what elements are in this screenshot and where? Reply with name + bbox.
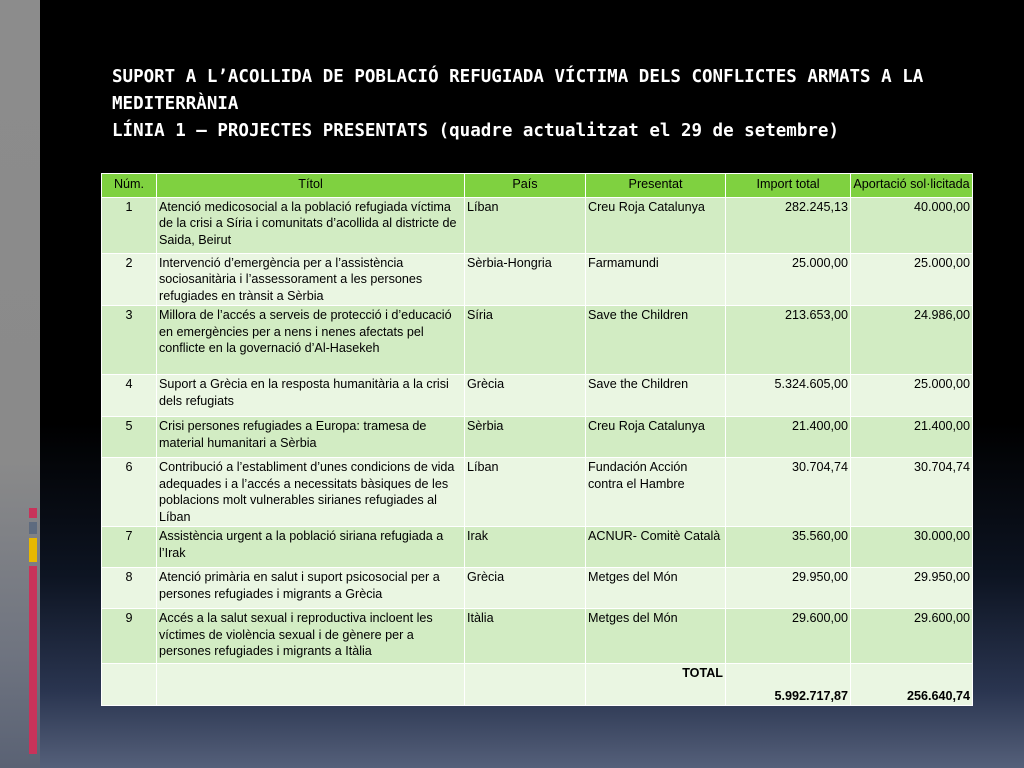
cell-import-total: 30.704,74 [726,458,851,527]
cell-pais: Itàlia [465,609,586,664]
cell-aportacio: 29.600,00 [851,609,973,664]
cell-num: 4 [102,375,157,417]
cell-import-total: 35.560,00 [726,527,851,568]
cell-aportacio: 25.000,00 [851,253,973,306]
cell-empty [102,664,157,706]
table-header-row [102,174,973,198]
cell-pais: Grècia [465,375,586,417]
total-label: TOTAL [586,664,726,706]
cell-titol: Suport a Grècia en la resposta humanitària a la crisi dels refugiats [157,375,465,417]
cell-presentat: Creu Roja Catalunya [586,417,726,458]
total-import: 5.992.717,87 [726,664,851,706]
title-line-2: MEDITERRÀNIA [112,94,239,114]
cell-pais: Síria [465,306,586,375]
cell-presentat: Creu Roja Catalunya [586,197,726,253]
cell-import-total: 29.950,00 [726,568,851,609]
cell-titol: Assistència urgent a la població siriana refugiada a l’Irak [157,527,465,568]
accent-bar-yellow [29,538,37,562]
cell-titol: Millora de l’accés a serveis de protecció i d’educació en emergències per a nens i nenes afectats pel conflicte en la governació d’Al-Hasekeh [157,306,465,375]
cell-presentat: Metges del Món [586,609,726,664]
accent-bar-pink-long [29,566,37,754]
table-row [102,568,973,609]
cell-presentat: Save the Children [586,375,726,417]
table-row [102,197,973,253]
cell-num: 8 [102,568,157,609]
cell-import-total: 25.000,00 [726,253,851,306]
cell-pais: Grècia [465,568,586,609]
cell-presentat: Farmamundi [586,253,726,306]
table-row [102,375,973,417]
cell-aportacio: 40.000,00 [851,197,973,253]
table-row [102,253,973,306]
cell-num: 5 [102,417,157,458]
cell-empty [465,664,586,706]
cell-import-total: 5.324.605,00 [726,375,851,417]
cell-aportacio: 30.000,00 [851,527,973,568]
cell-aportacio: 29.950,00 [851,568,973,609]
cell-aportacio: 24.986,00 [851,306,973,375]
header-num: Núm. [102,174,157,198]
title-line-1: SUPORT A L’ACOLLIDA DE POBLACIÓ REFUGIADA VÍCTIMA DELS CONFLICTES ARMATS A LA [112,67,924,87]
cell-import-total: 282.245,13 [726,197,851,253]
cell-num: 2 [102,253,157,306]
cell-pais: Sèrbia [465,417,586,458]
cell-empty [157,664,465,706]
accent-bar-gray [29,522,37,534]
accent-bar-pink-small [29,508,37,518]
table-row [102,609,973,664]
slide-title [112,64,992,145]
table-row [102,306,973,375]
cell-pais: Sèrbia-Hongria [465,253,586,306]
cell-aportacio: 30.704,74 [851,458,973,527]
total-aportacio: 256.640,74 [851,664,973,706]
table-row [102,458,973,527]
cell-num: 6 [102,458,157,527]
cell-pais: Irak [465,527,586,568]
header-titol: Títol [157,174,465,198]
cell-pais: Líban [465,458,586,527]
cell-aportacio: 25.000,00 [851,375,973,417]
cell-titol: Contribució a l’establiment d’unes condicions de vida adequades i a l’accés a necessitats bàsiques de les poblacions molt vulnerables sirianes refugiades al Líban [157,458,465,527]
cell-import-total: 29.600,00 [726,609,851,664]
table-row [102,417,973,458]
table-total-row [102,664,973,706]
cell-titol: Atenció primària en salut i suport psicosocial per a persones refugiades i migrants a Grècia [157,568,465,609]
cell-import-total: 21.400,00 [726,417,851,458]
header-import-total: Import total [726,174,851,198]
cell-num: 3 [102,306,157,375]
cell-titol: Crisi persones refugiades a Europa: tramesa de material humanitari a Sèrbia [157,417,465,458]
cell-titol: Accés a la salut sexual i reproductiva incloent les víctimes de violència sexual i de gènere per a persones refugiades i migrants a Itàlia [157,609,465,664]
table-row [102,527,973,568]
cell-presentat: Fundación Acción contra el Hambre [586,458,726,527]
cell-presentat: Save the Children [586,306,726,375]
cell-num: 9 [102,609,157,664]
cell-num: 1 [102,197,157,253]
header-pais: País [465,174,586,198]
cell-pais: Líban [465,197,586,253]
title-line-3: LÍNIA 1 – PROJECTES PRESENTATS (quadre actualitzat el 29 de setembre) [112,121,839,141]
projects-table [101,173,973,706]
cell-presentat: ACNUR- Comitè Català [586,527,726,568]
cell-titol: Atenció medicosocial a la població refugiada víctima de la crisi a Síria i comunitats d’acollida al districte de Saida, Beirut [157,197,465,253]
header-aportacio: Aportació sol·licitada [851,174,973,198]
header-presentat: Presentat [586,174,726,198]
cell-titol: Intervenció d’emergència per a l’assistència sociosanitària i l’assessorament a les persones refugiades en trànsit a Sèrbia [157,253,465,306]
cell-aportacio: 21.400,00 [851,417,973,458]
cell-presentat: Metges del Món [586,568,726,609]
cell-import-total: 213.653,00 [726,306,851,375]
cell-num: 7 [102,527,157,568]
